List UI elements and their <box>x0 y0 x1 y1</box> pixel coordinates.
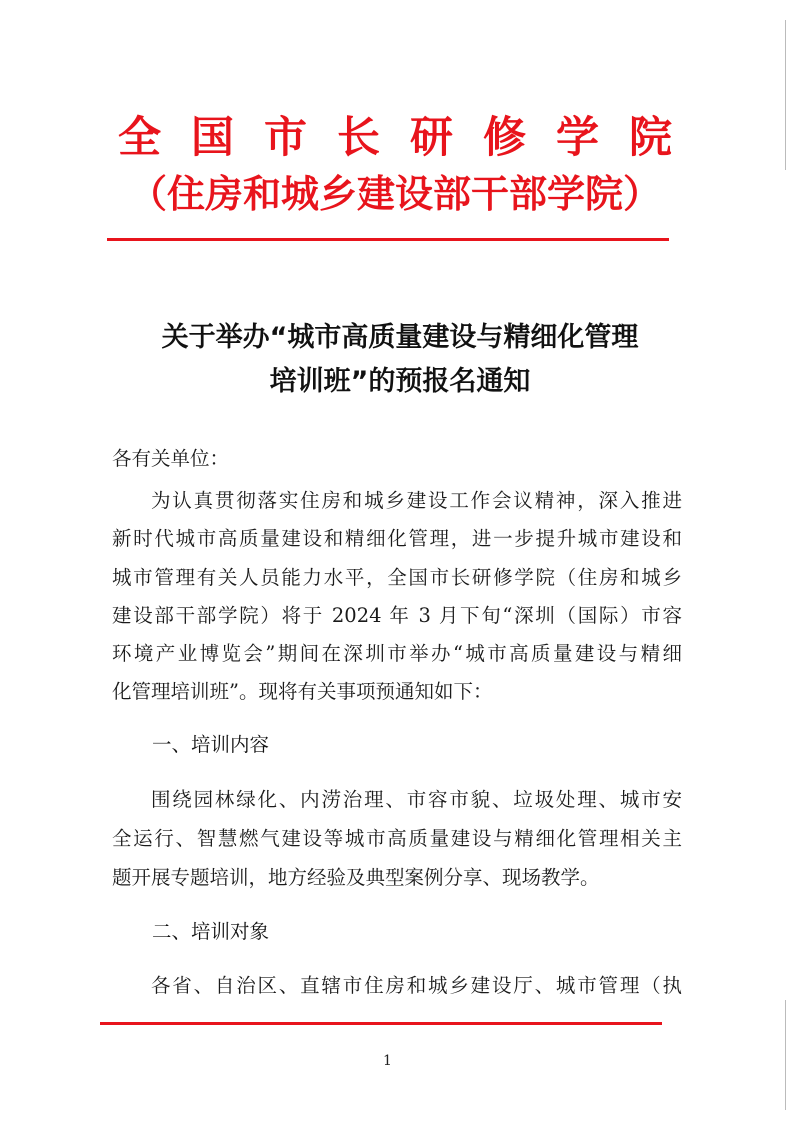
paragraph-line: 化管理培训班”。现将有关事项预通知如下： <box>112 680 493 704</box>
intro-paragraph <box>112 482 682 712</box>
salutation: 各有关单位： <box>112 447 230 470</box>
footer-divider <box>100 1022 662 1025</box>
paragraph-line: 新时代城市高质量建设和精细化管理，进一步提升城市建设和 <box>112 527 682 551</box>
paragraph-line: 为认真贯彻落实住房和城乡建设工作会议精神，深入推进 <box>151 489 682 512</box>
section-heading-training-content: 一、培训内容 <box>152 733 270 756</box>
paragraph-line: 全运行、智慧燃气建设等城市高质量建设与精细化管理相关主 <box>112 827 682 850</box>
paragraph-line: 环境产业博览会”期间在深圳市举办“城市高质量建设与精细 <box>112 642 682 666</box>
document-title <box>80 316 720 404</box>
paragraph-line: 建设部干部学院）将于 2024 年 3 月下旬“深圳（国际）市容 <box>112 603 682 627</box>
section-heading-training-audience: 二、培训对象 <box>152 920 270 943</box>
training-content-paragraph <box>112 780 682 897</box>
page-number: 1 <box>383 1053 392 1069</box>
document-title-line-2: 培训班”的预报名通知 <box>269 366 531 397</box>
training-audience-paragraph <box>112 968 682 1004</box>
scan-edge-mark <box>785 20 786 170</box>
paragraph-line: 围绕园林绿化、内涝治理、市容市貌、垃圾处理、城市安 <box>151 788 682 811</box>
paragraph-line: 各省、自治区、直辖市住房和城乡建设厅、城市管理（执 <box>151 974 682 997</box>
scan-edge-mark <box>785 1000 786 1110</box>
letterhead-subtitle: （住房和城乡建设部干部学院） <box>128 171 661 216</box>
letterhead-divider <box>107 238 669 241</box>
paragraph-line: 城市管理有关人员能力水平，全国市长研修学院（住房和城乡 <box>112 565 682 589</box>
paragraph-line: 题开展专题培训，地方经验及典型案例分享、现场教学。 <box>112 866 600 889</box>
document-title-line-1: 关于举办“城市高质量建设与精细化管理 <box>161 322 639 353</box>
letterhead-title: 全国市长研修学院 <box>118 113 702 163</box>
